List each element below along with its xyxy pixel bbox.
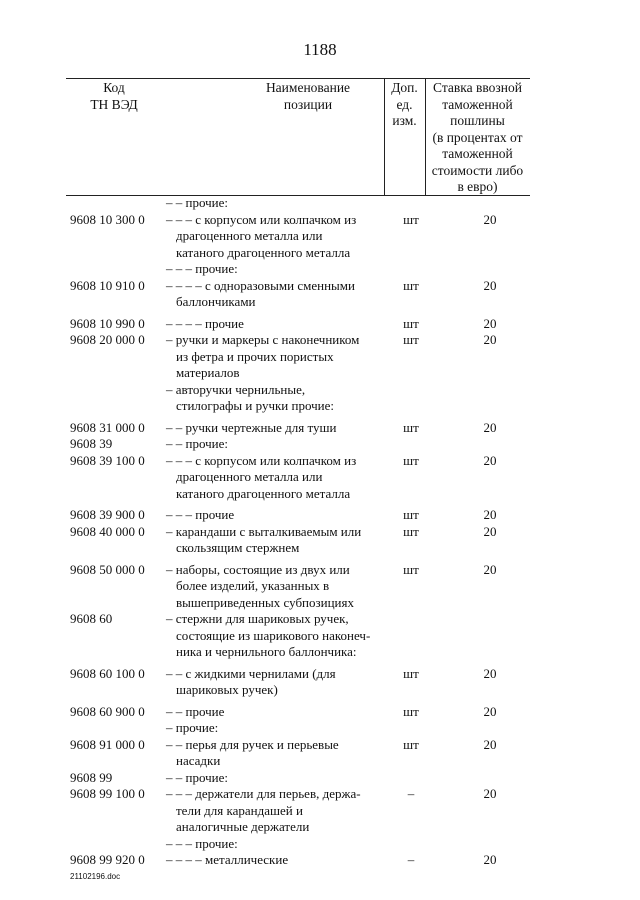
position-name: – авторучки чернильные, стилографы и ручки прочие: <box>166 381 334 413</box>
tariff-code: 9608 60 900 0 <box>70 703 145 719</box>
header-divider <box>384 79 385 195</box>
tariff-code: 9608 10 910 0 <box>70 277 145 293</box>
header-unit: Доп. ед. изм. <box>391 80 418 128</box>
header-code: Код ТН ВЭД <box>90 80 138 112</box>
duty-rate: 20 <box>483 736 497 752</box>
table-row <box>0 666 640 699</box>
position-name: – – прочие: <box>166 769 228 785</box>
duty-rate: 20 <box>483 852 497 867</box>
tariff-code: 9608 99 920 0 <box>70 852 145 867</box>
table-row <box>0 737 640 770</box>
tariff-code: 9608 20 000 0 <box>70 332 145 347</box>
duty-rate: 20 <box>483 277 497 293</box>
header-name: Наименование позиции <box>265 80 351 112</box>
tariff-code: 9608 60 <box>70 611 113 626</box>
unit-value: шт <box>403 665 419 681</box>
duty-rate: 20 <box>483 703 497 719</box>
tariff-code: 9608 39 900 0 <box>70 507 145 522</box>
tariff-code: 9608 39 <box>70 436 113 451</box>
table-header <box>66 78 530 196</box>
position-name: – – прочие: <box>166 195 228 210</box>
unit-value: шт <box>403 315 419 331</box>
duty-rate: 20 <box>483 523 497 539</box>
header-divider <box>425 79 426 195</box>
duty-rate: 20 <box>483 332 497 347</box>
header-rate: Ставка ввозной таможенной пошлины (в процентах от таможенной стоимости либо в евро) <box>431 80 524 194</box>
position-name: – – – прочие: <box>166 835 238 851</box>
unit-value: шт <box>403 419 419 435</box>
unit-value: шт <box>403 523 419 539</box>
table-row <box>0 562 640 612</box>
position-name: – – перья для ручек и перьевые насадки <box>166 736 339 768</box>
duty-rate: 20 <box>483 561 497 577</box>
page-number: 1188 <box>303 40 337 59</box>
position-name: – прочие: <box>166 720 219 735</box>
unit-value: шт <box>403 332 419 347</box>
table-row <box>0 852 640 869</box>
duty-rate: 20 <box>483 315 497 331</box>
position-name: – – – – прочие <box>166 315 244 331</box>
table-row <box>0 261 640 278</box>
tariff-code: 9608 99 <box>70 769 113 785</box>
position-name: – ручки и маркеры с наконечником из фетра и прочих пористых материалов <box>166 332 360 380</box>
table-row <box>0 524 640 557</box>
tariff-code: 9608 50 000 0 <box>70 561 145 577</box>
table-row <box>0 382 640 415</box>
table-row <box>0 436 640 453</box>
table-row <box>0 195 640 212</box>
duty-rate: 20 <box>483 786 497 801</box>
table-row <box>0 611 640 661</box>
duty-rate: 20 <box>483 211 497 227</box>
position-name: – – прочие <box>166 703 225 719</box>
table-row <box>0 836 640 853</box>
position-name: – – – с корпусом или колпачком из драгоценного металла или катаного драгоценного металла <box>166 211 357 260</box>
tariff-code: 9608 10 300 0 <box>70 211 145 227</box>
duty-rate: 20 <box>483 452 497 468</box>
unit-value: – <box>407 852 415 867</box>
tariff-code: 9608 40 000 0 <box>70 523 145 539</box>
position-name: – – – – с одноразовыми сменными баллончиками <box>166 277 355 309</box>
table-row <box>0 316 640 333</box>
duty-rate: 20 <box>483 665 497 681</box>
unit-value: шт <box>403 736 419 752</box>
tariff-code: 9608 91 000 0 <box>70 736 145 752</box>
table-row <box>0 278 640 311</box>
duty-rate: 20 <box>483 507 497 522</box>
tariff-code: 9608 60 100 0 <box>70 665 145 681</box>
unit-value: шт <box>403 211 419 227</box>
table-row <box>0 332 640 382</box>
tariff-code: 9608 10 990 0 <box>70 315 145 331</box>
position-name: – карандаши с выталкиваемым или скользящим стержнем <box>166 523 362 555</box>
unit-value: шт <box>403 703 419 719</box>
position-name: – – ручки чертежные для туши <box>166 419 337 435</box>
position-name: – стержни для шариковых ручек, состоящие из шарикового наконеч- ника и чернильного баллончика: <box>166 611 371 659</box>
position-name: – – – с корпусом или колпачком из драгоценного металла или катаного драгоценного металла <box>166 452 357 501</box>
position-name: – – – прочие <box>166 507 235 522</box>
table-row <box>0 704 640 721</box>
tariff-code: 9608 99 100 0 <box>70 786 145 801</box>
table-row <box>0 720 640 737</box>
unit-value: шт <box>403 561 419 577</box>
tariff-table-body <box>0 195 640 869</box>
position-name: – – – – металлические <box>166 852 289 867</box>
table-row <box>0 212 640 262</box>
file-name: 21102196.doc <box>70 872 121 881</box>
position-name: – наборы, состоящие из двух или более изделий, указанных в вышеприведенных субпозициях <box>166 561 354 610</box>
table-row <box>0 786 640 836</box>
table-row <box>0 420 640 437</box>
table-row <box>0 507 640 524</box>
unit-value: шт <box>403 507 419 522</box>
unit-value: шт <box>403 452 419 468</box>
table-row <box>0 770 640 787</box>
unit-value: шт <box>403 277 419 293</box>
table-row <box>0 453 640 503</box>
position-name: – – с жидкими чернилами (для шариковых ручек) <box>166 665 336 697</box>
duty-rate: 20 <box>483 419 497 435</box>
position-name: – – – держатели для перьев, держа- тели для карандашей и аналогичные держатели <box>166 786 361 834</box>
tariff-code: 9608 39 100 0 <box>70 452 145 468</box>
tariff-code: 9608 31 000 0 <box>70 419 145 435</box>
position-name: – – прочие: <box>166 436 228 451</box>
position-name: – – – прочие: <box>166 261 238 276</box>
unit-value: – <box>407 786 415 801</box>
